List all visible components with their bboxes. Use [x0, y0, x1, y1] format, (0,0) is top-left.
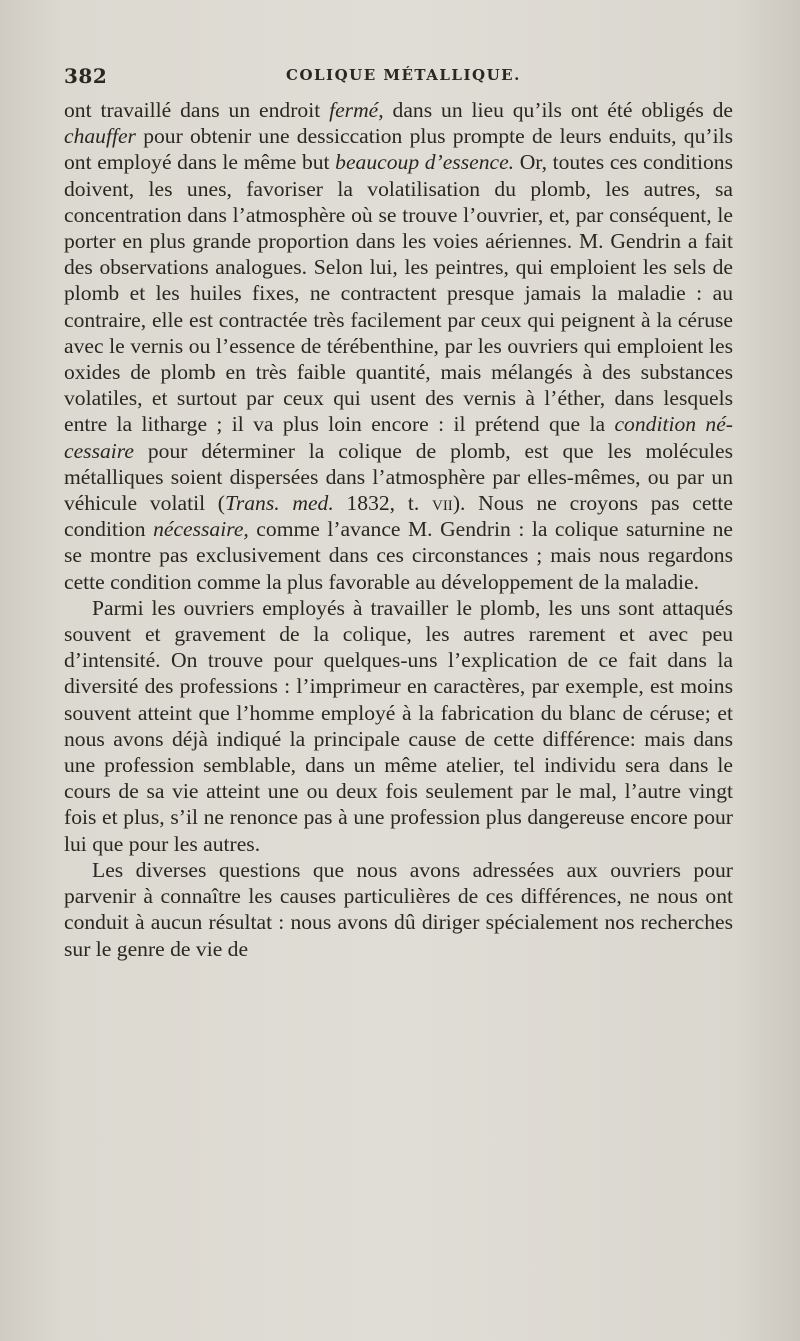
text-run: comme l’avance M. Gendrin : la colique saturnine ne se montre pas exclusivement dans ces circonstances ; mais nous regardons cette condition comme la plus favorable au développement de la maladie.	[64, 517, 733, 594]
paragraph-3	[64, 857, 733, 962]
text-run: ont travaillé dans un endroit	[64, 98, 330, 122]
italic-phrase: condition nécessaire	[64, 412, 733, 463]
text-run: Or, toutes ces conditions doivent, les unes, favoriser la volatilisation du plomb, les autres, sa concentration dans l’atmosphère où se trouve l’ouvrier, et, par conséquent, le porter en plus grande proportion dans les voies aériennes. M. Gendrin a fait des observations analogues. Selon lui, les peintres, qui emploient les sels de plomb et les huiles fixes, ne contractent presque jamais la maladie : au contraire, elle est contractée très facilement par ceux qui peignent à la céruse avec le vernis ou l’essence de térébenthine, par les ouvriers qui emploient les oxides de plomb en très faible quantité, mais mélangés à des substances volatiles, et surtout par ceux qui usent des vernis à l’éther, dans lesquels entre la litharge ; il va plus loin encore : il prétend que la	[64, 150, 733, 437]
text-run: pour déterminer la colique de plomb, est que les molécules métalliques soient dispersées dans l’atmosphère par elles-mêmes, ou par un véhicule volatil (	[64, 438, 733, 516]
running-title: COLIQUE MÉTALLIQUE.	[286, 66, 521, 84]
text-run: dans un lieu qu’ils ont été obligés de	[383, 98, 733, 122]
italic-phrase: nécessaire,	[153, 517, 249, 542]
italic-phrase: beaucoup d’essence.	[335, 150, 515, 175]
text-run: 1832, t.	[333, 491, 432, 516]
page-number: 382	[64, 64, 108, 88]
running-head	[64, 64, 730, 92]
text-run: Les diverses questions que nous avons adressées aux ouvriers pour parvenir à connaître les causes particulières de ces différences, ne nous ont conduit à aucun résultat : nous avons dû diriger spécialement nos recherches sur le genre de vie de	[64, 857, 733, 961]
text-run: ). Nous ne croyons pas cette condition	[64, 491, 734, 542]
italic-phrase: chauffer	[64, 124, 136, 149]
italic-phrase: Trans. med.	[225, 491, 334, 516]
text-run: pour obtenir une dessiccation plus prompte de leurs enduits, qu’ils ont employé dans le même but	[64, 124, 733, 175]
small-caps-phrase: vii	[431, 491, 453, 516]
italic-phrase: fermé,	[329, 98, 384, 122]
paragraph-2	[64, 595, 733, 857]
paragraph-1	[64, 97, 733, 595]
body-text	[64, 97, 733, 962]
text-run: Parmi les ouvriers employés à travailler le plomb, les uns sont attaqués souvent et gravement de la colique, les autres rarement et avec peu d’intensité. On trouve pour quelques-uns l’explication de ce fait dans la diversité des professions : l’imprimeur en caractères, par exemple, est moins souvent atteint que l’homme employé à la fabrication du blanc de céruse; et nous avons déjà indiqué la principale cause de cette différence: mais dans une profession semblable, dans un même atelier, tel individu sera dans le cours de sa vie atteint une ou deux fois seulement par le mal, l’autre vingt fois et plus, s’il ne renonce pas à une profession plus dangereuse encore pour lui que pour les autres.	[64, 595, 733, 856]
